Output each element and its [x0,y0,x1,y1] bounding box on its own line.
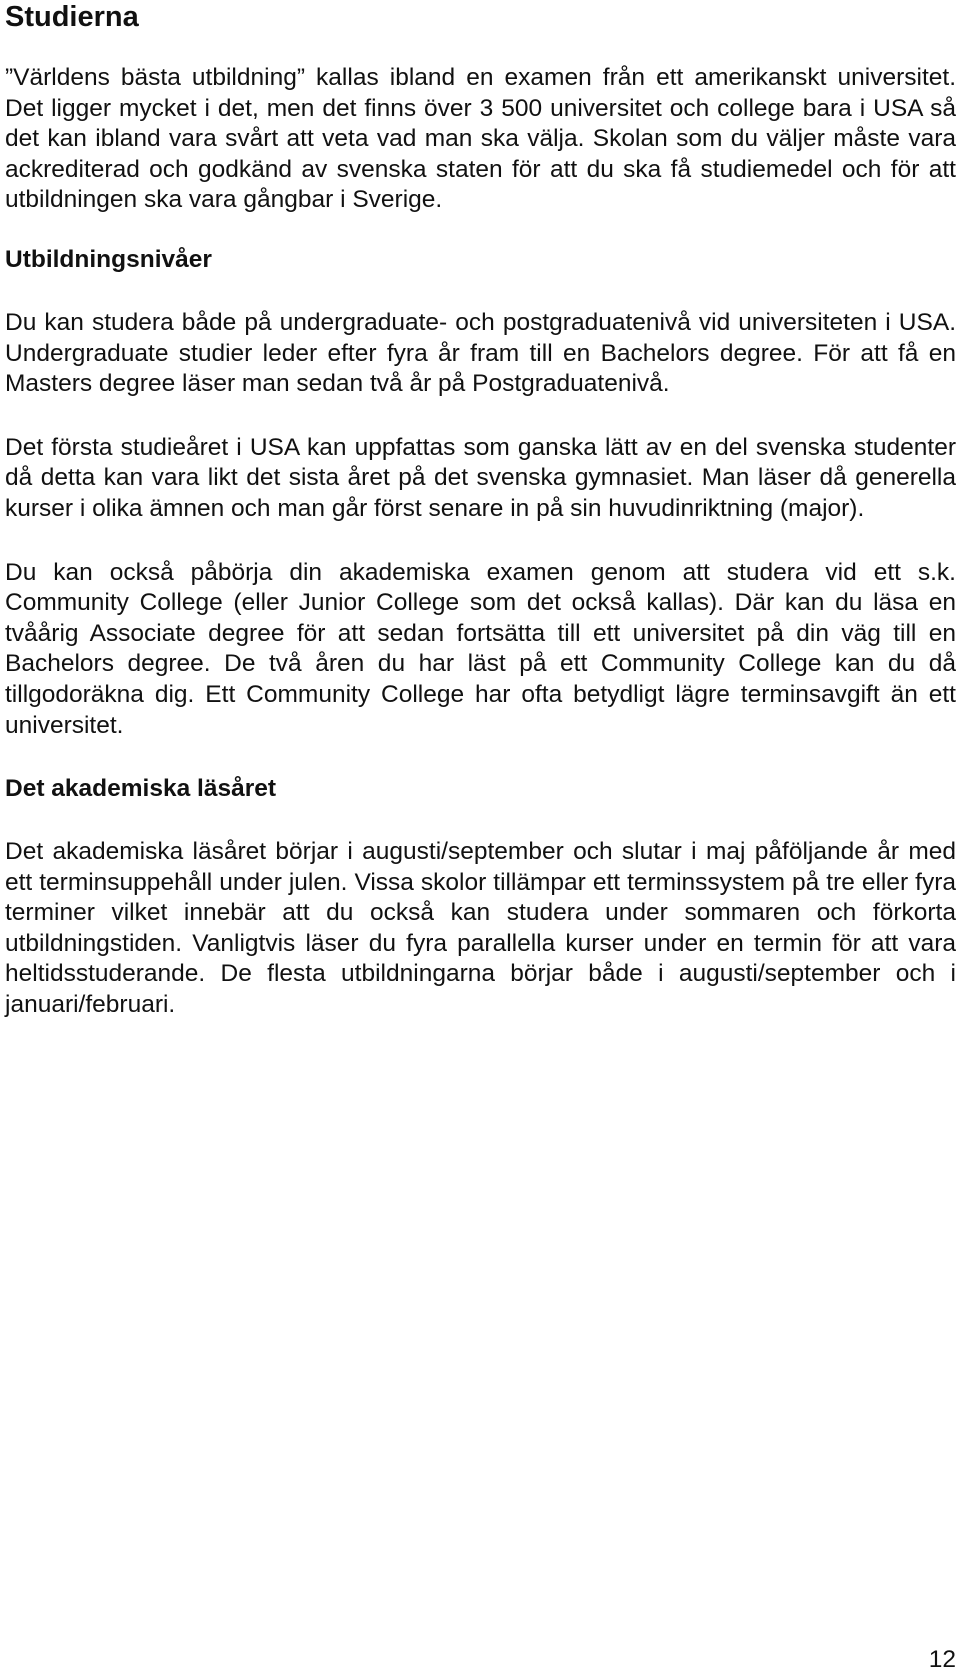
page-title: Studierna [5,1,139,33]
paragraph: Du kan studera både på undergraduate- och postgraduatenivå vid universiteten i USA. Undergraduate studier leder efter fyra år fram till en Bachelors degree. För att få en Masters degree läser man sedan två år på Postgraduatenivå. [5,308,956,398]
document-page [5,0,956,1021]
section-heading-levels: Utbildningsnivåer [5,245,212,273]
intro-paragraph: ”Världens bästa utbildning” kallas ibland en examen från ett amerikanskt universitet. Det ligger mycket i det, men det finns över 3 500 universitet och college bara i USA så det kan ibland vara svårt att veta vad man ska välja. Skolan som du väljer måste vara ackrediterad och godkänd av svenska staten för att du ska få studiemedel och för att utbildningen ska vara gångbar i Sverige. [5,64,956,214]
section-heading-academic-year: Det akademiska läsåret [5,775,277,803]
page-number: 12 [928,1646,956,1673]
paragraph: Du kan också påbörja din akademiska examen genom att studera vid ett s.k. Community College (eller Junior College som det också kallas). Där kan du läsa en tvåårig Associate degree för att sedan fortsätta till ett universitet på din väg till en Bachelors degree. De två åren du har läst på ett Community College kan du då tillgodoräkna dig. Ett Community College har ofta betydligt lägre terminsavgift än ett universitet. [5,558,956,739]
paragraph: Det akademiska läsåret börjar i augusti/september och slutar i maj påföljande år med ett terminsuppehåll under julen. Vissa skolor tillämpar ett terminssystem på tre eller fyra terminer vilket innebär att du också kan studera under sommaren och förkorta utbildningstiden. Vanligtvis läser du fyra parallella kurser under en termin för att vara heltidsstuderande. De flesta utbildningarna börjar både i augusti/september och i januari/februari. [5,838,956,1019]
paragraph: Det första studieåret i USA kan uppfattas som ganska lätt av en del svenska studenter då detta kan vara likt det sista året på det svenska gymnasiet. Man läser då generella kurser i olika ämnen och man går först senare in på sin huvudinriktning (major). [5,433,956,522]
